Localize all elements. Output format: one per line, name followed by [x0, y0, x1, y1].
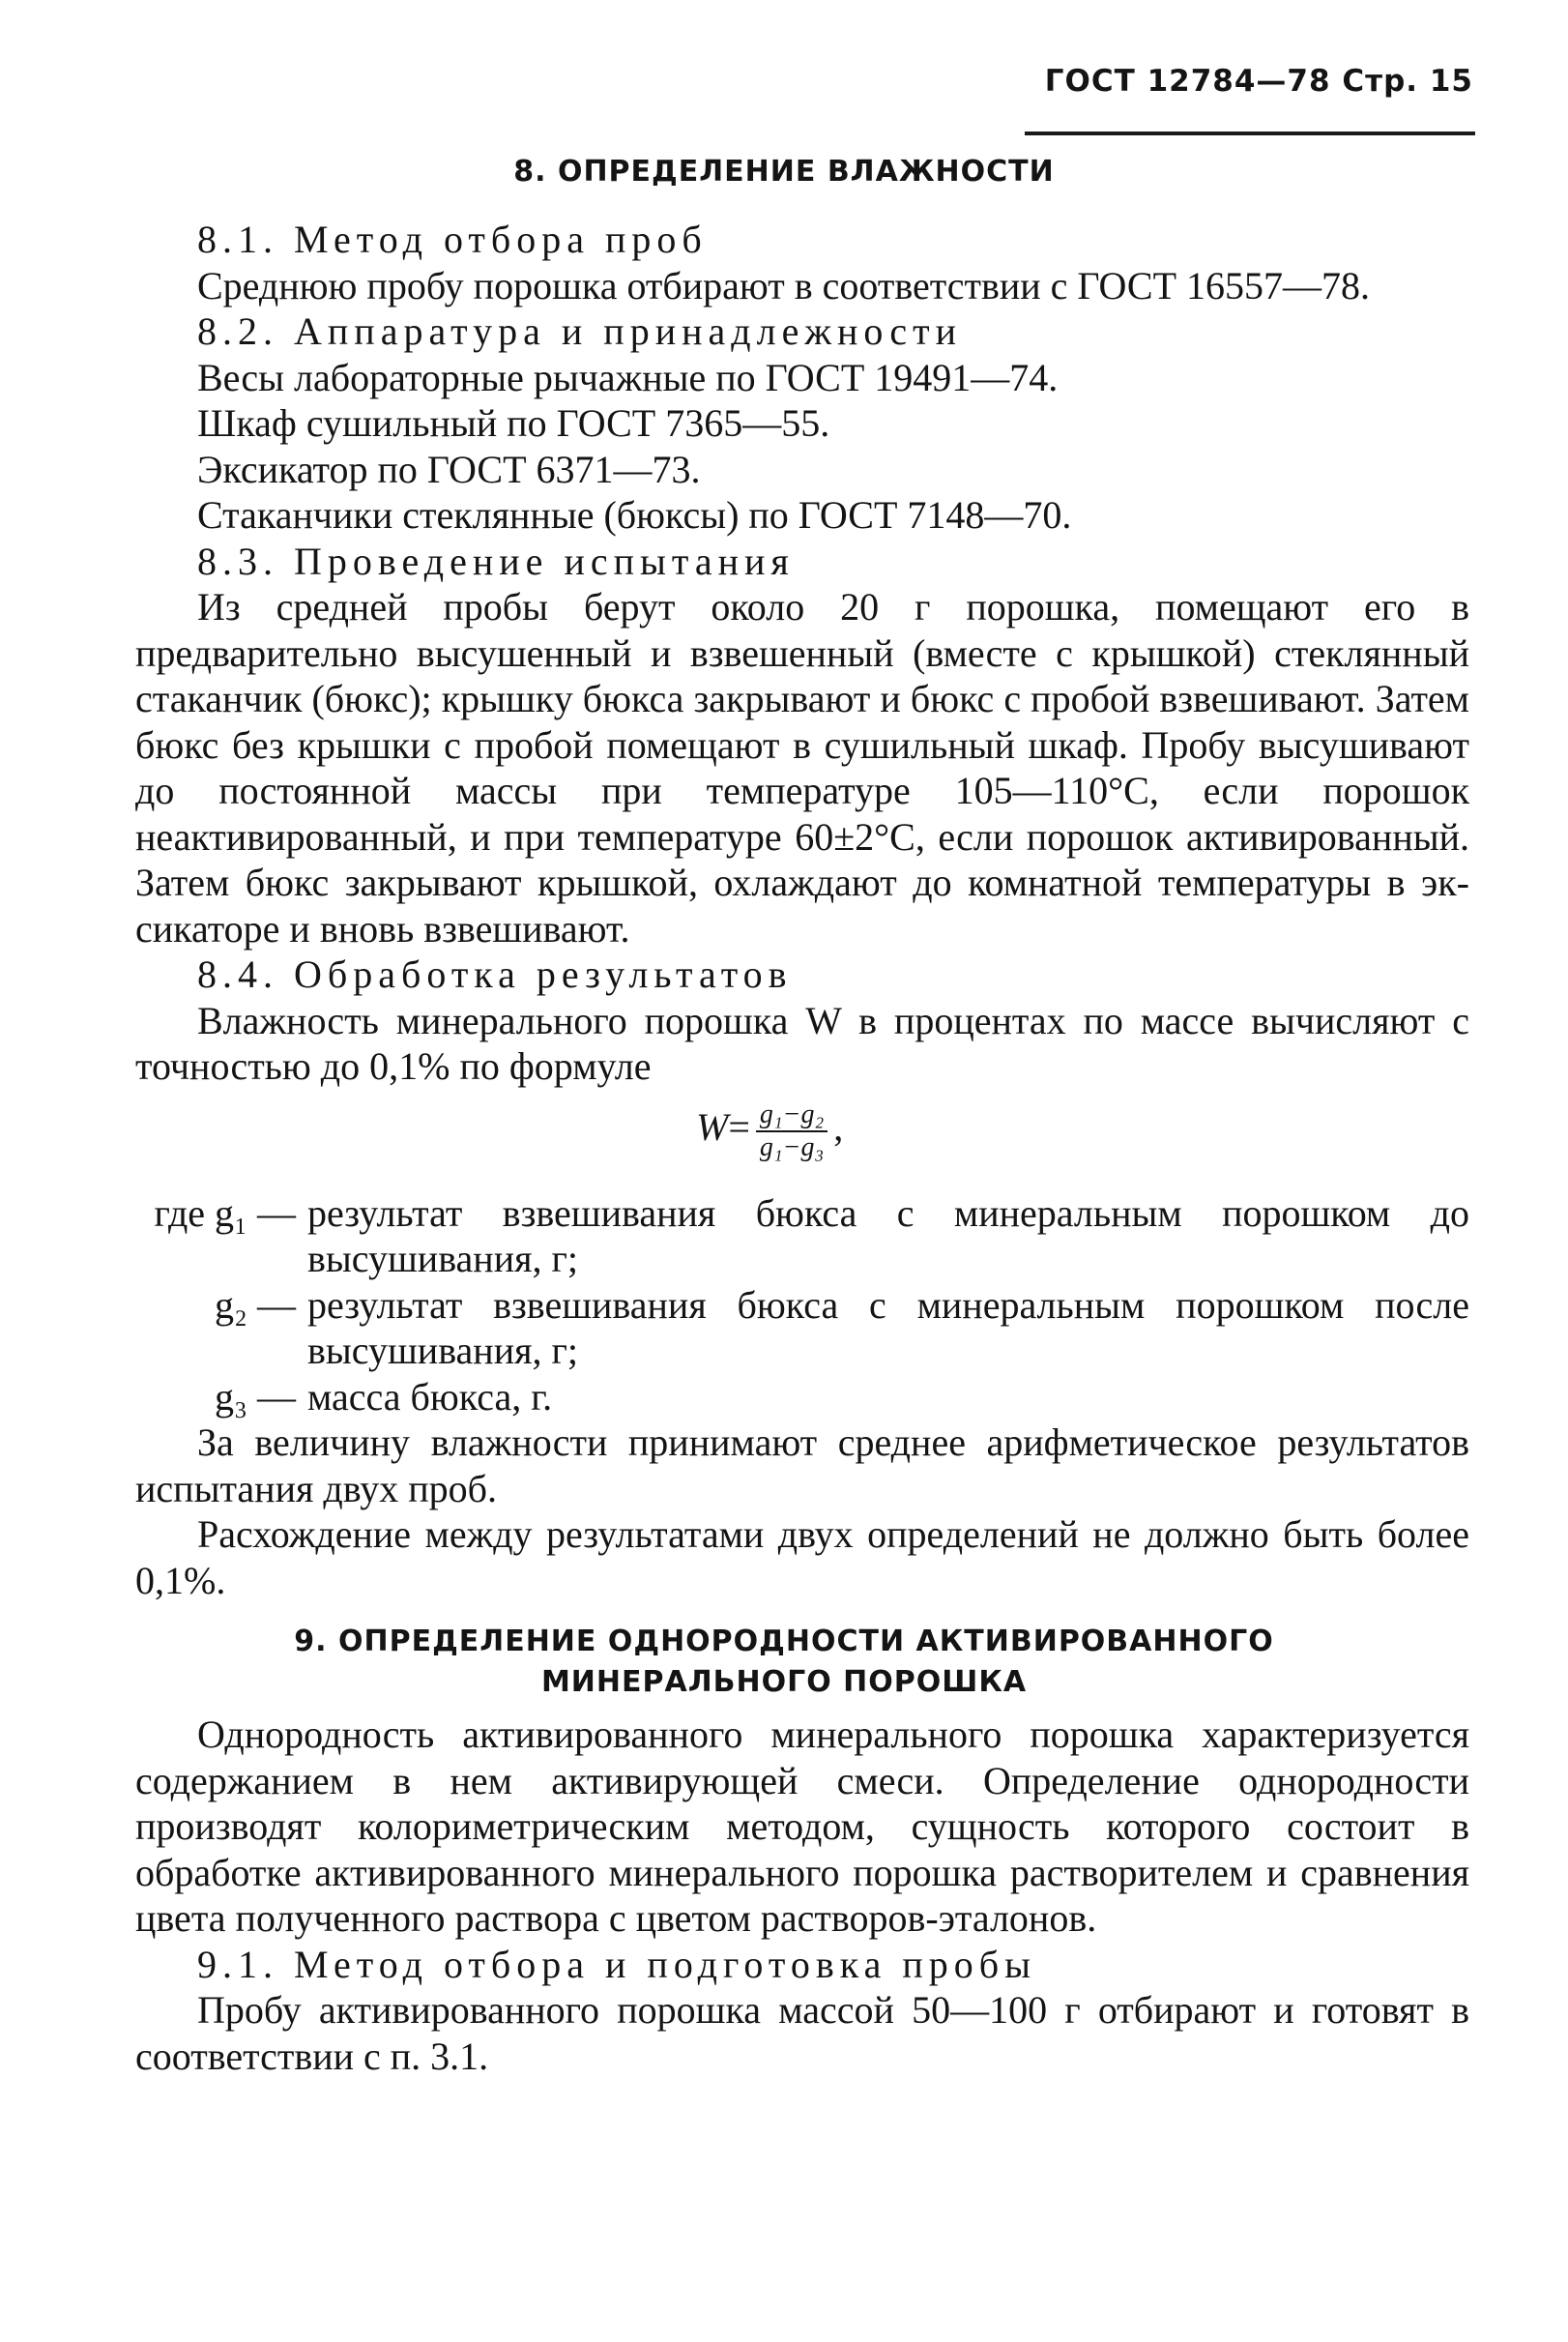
- moisture-formula: [135, 1090, 1469, 1190]
- definition-item: [135, 1282, 1469, 1374]
- clause-8-3-heading: 8.3. Проведение испытания: [197, 539, 795, 583]
- section-9-body: [135, 1712, 1469, 2079]
- clause-8-1-text: Среднюю пробу порошка отбирают в соответствии с ГОСТ 16557—78.: [197, 263, 1371, 307]
- clause-9-1-text: Пробу активированного порошка массой 50—100 г отбирают и готовят в соответствии с п. 3.1.: [135, 1988, 1469, 2078]
- formula-equals: =: [728, 1104, 750, 1149]
- clause-8-4-heading: 8.4. Обработка результатов: [197, 952, 793, 996]
- definition-text: масса бюкса, г.: [307, 1374, 553, 1419]
- definition-text: результат взвешивания бюкса с минеральным порошком до высушивания, г;: [307, 1190, 1469, 1280]
- formula-lhs: W: [696, 1104, 729, 1149]
- formula-fraction: [756, 1099, 828, 1163]
- section-9-title-line-1: 9. ОПРЕДЕЛЕНИЕ ОДНОРОДНОСТИ АКТИВИРОВАННОГО: [294, 1625, 1274, 1658]
- clause-8-2-heading: 8.2. Аппаратура и принадлежности: [197, 309, 963, 353]
- formula-denominator: g₁−g₃: [759, 1131, 825, 1162]
- discrepancy-paragraph: Расхождение между результатами двух определений не должно быть более 0,1%.: [135, 1512, 1469, 1602]
- section-9-title-line-2: МИНЕРАЛЬНОГО ПОРОШКА: [540, 1665, 1028, 1699]
- definition-item: [135, 1374, 1469, 1420]
- definition-label: g₃ —: [215, 1374, 296, 1419]
- section-8-body: [135, 217, 1469, 1603]
- page-number: Стр. 15: [1342, 64, 1473, 99]
- definition-item: [135, 1190, 1469, 1282]
- formula-trailing: ,: [833, 1104, 844, 1149]
- definition-text: результат взвешивания бюкса с минеральным порошком после высушивания, г;: [307, 1282, 1469, 1372]
- clause-8-4-text: Влажность минерального порошка W в процентах по массе вычисляют с точностью до 0,1% по формуле: [135, 998, 1469, 1088]
- standard-number: ГОСТ 12784—78: [1044, 64, 1331, 99]
- equipment-item: Эксикатор по ГОСТ 6371—73.: [197, 447, 701, 491]
- header-rule: [1025, 132, 1475, 135]
- average-paragraph: За величину влажности принимают среднее арифметическое результатов испытания двух проб.: [135, 1420, 1469, 1510]
- clause-9-1-heading: 9.1. Метод отбора и подготовка пробы: [197, 1942, 1036, 1986]
- equipment-item: Весы лабораторные рычажные по ГОСТ 19491—74.: [197, 355, 1059, 399]
- definition-label: g₂ —: [215, 1282, 296, 1327]
- formula-numerator: g₁−g₂: [756, 1099, 828, 1132]
- equipment-item: Шкаф сушильный по ГОСТ 7365—55.: [197, 401, 830, 445]
- clause-8-3-text: Из средней пробы берут около 20 г порошка, помещают его в предварительно высушенный и взвешенный (вместе с крышкой) стеклянный стаканчик (бюкс); крышку бюкса закрывают и бюкс с пробой взвешивают. Затем бюкс без крышки с пробой помещают в сушильный шкаф. Пробу высушивают до постоянной массы при температуре 105—110°С, если порошок неактивированный, и при температуре 60±2°С, если порошок активированный. Затем бюкс закрывают крышкой, охлаждают до комнатной температуры в эксикаторе и вновь взвешивают.: [135, 585, 1469, 951]
- definition-label: где g₁ —: [154, 1190, 296, 1235]
- section-9-intro: Однородность активированного минерального порошка характеризуется содержанием в нем активирующей смеси. Определение однородности производят колориметрическим методом, сущность которого состоит в обработке активированного минерального порошка растворителем и сравнения цвета полученного раствора с цветом растворов-эталонов.: [135, 1713, 1469, 1940]
- clause-8-1-heading: 8.1. Метод отбора проб: [197, 218, 708, 261]
- equipment-item: Стаканчики стеклянные (бюксы) по ГОСТ 7148—70.: [197, 493, 1072, 537]
- section-8-title: 8. ОПРЕДЕЛЕНИЕ ВЛАЖНОСТИ: [513, 155, 1055, 189]
- page-header: [1045, 64, 1473, 99]
